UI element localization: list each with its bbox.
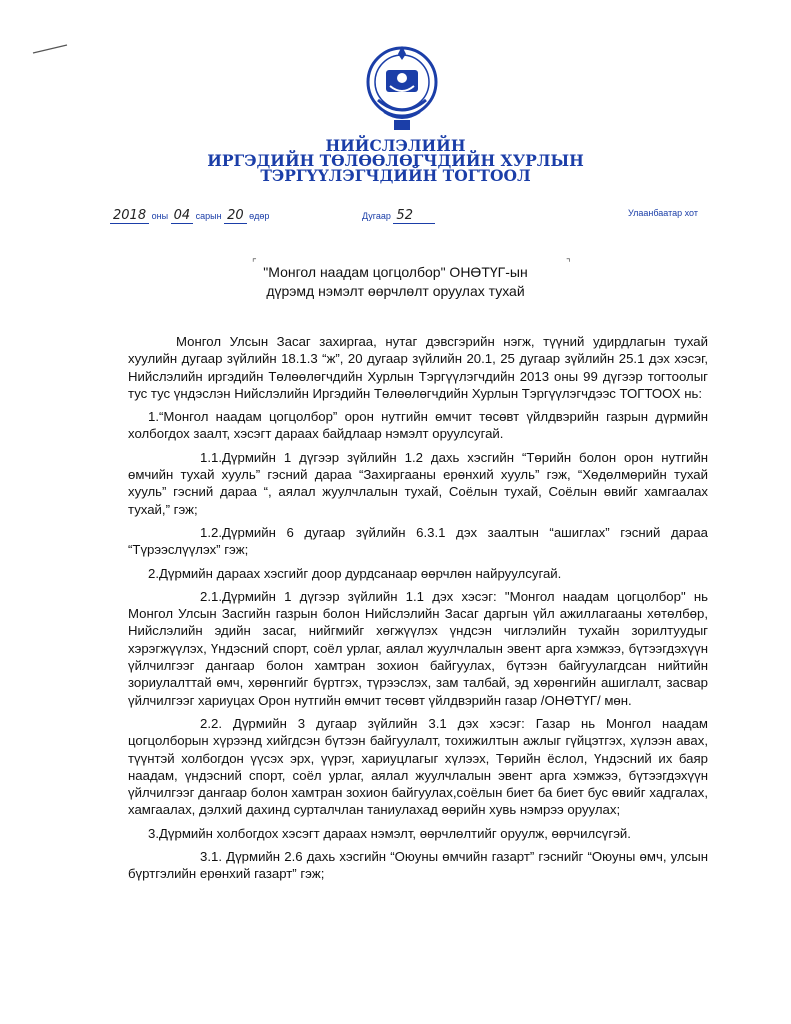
paragraph-1-1: 1.1.Дүрмийн 1 дүгээр зүйлийн 1.2 дахь хэсгийн “Төрийн болон орон нутгийн өмчийн тухай хууль” гэсний дараа “Захиргааны ерөнхий хууль” гэж, “Хөдөлмөрийн тухай хууль” гэсний дараа “, аялал жуулчлалын тухай, Соёлын тухай, Соёлын өвийг хамгаалах тухай,” гэж;: [128, 449, 708, 517]
paragraph-2-2: 2.2. Дүрмийн 3 дугаар зүйлийн 3.1 дэх хэсэг: Газар нь Монгол наадам цогцолборын хүрээнд хийгдсэн бүтээн байгуулалт, тохижилтын ажлыг гүйцэтгэх, хүлээн авах, түүнтэй холбогдон үүсэх эрх, үүрэг, хариуцлагыг хүлээх, Төрийн ёслол, Үндэсний их баяр наадам, үндэсний спорт, соёл урлаг, аялал жуулчлалын эвент арга хэмжээ, бүтээгдэхүүн үйлчилгээг дангаар болон хамтран зохион байгуулах,соёлын биет ба биет бус өвийг хадгалах, хамгаалах, дэлхий дахинд сурталчлан таниулахад өөрийн хувь нэмрээ оруулах;: [128, 715, 708, 818]
paragraph-2-1: 2.1.Дүрмийн 1 дүгээр зүйлийн 1.1 дэх хэсэг: "Монгол наадам цогцолбор" нь Монгол Улсын Засгийн газрын болон Нийслэлийн Засаг даргын үйл ажиллагааны хөтөлбөр, Нийслэлийн эдийн засаг, нийгмийг хөгжүүлэх үндсэн чиглэлийн тухайн зорилтуудыг хэрэгжүүлэх, Үндэсний спорт, соёл урлаг, аялал жуулчлалын эвент арга хэмжээ, бүтээгдэхүүн үйлчилгээг дангаар болон хамтран зохион байгуулах, бүтээн байгуулагдсан нийтийн зориулалттай өмч, хөрөнгийг бүртгэх, түрээслэх, зам талбай, эд хөрөнгийн ашиглалт, засвар үйлчилгээг хариуцах Орон нутгийн өмчит төсөвт үйлдвэрийн газар /ОНӨТҮГ/ мөн.: [128, 588, 708, 708]
year-value: 2018: [110, 208, 149, 224]
paragraph-3-1: 3.1. Дүрмийн 2.6 дахь хэсгийн “Оюуны өмчийн газарт” гэснийг “Оюуны өмч, улсын бүртгэлийн ерөнхий газарт” гэж;: [128, 849, 708, 882]
number-line: [362, 208, 435, 224]
paragraph-3: 3.Дүрмийн холбогдох хэсэгт дараах нэмэлт, өөрчлөлтийг оруулж, өөрчилсүгэй.: [148, 825, 631, 841]
header-line-2: ИРГЭДИЙН ТӨЛӨӨЛӨГЧДИЙН ХУРЛЫН: [207, 151, 584, 170]
day-value: 20: [224, 208, 247, 224]
state-emblem-icon: [364, 40, 440, 136]
city-label: Улаанбаатар хот: [628, 208, 698, 218]
paragraph-2: 2.Дүрмийн дараах хэсгийг доор дурдсанаар өөрчлөн найруулсугай.: [148, 565, 562, 581]
paragraph-1-2: 1.2.Дүрмийн 6 дугаар зүйлийн 6.3.1 дэх заалтын “ашиглах” гэсний дараа “Түрээслүүлэх” гэж;: [128, 524, 708, 558]
year-suffix: оны: [151, 211, 169, 221]
header-line-1: НИЙСЛЭЛИЙН: [325, 136, 466, 155]
document-title-line-2: дүрэмд нэмэлт өөрчлөлт оруулах тухай: [266, 283, 525, 299]
bracket-right: ⌝: [566, 258, 571, 269]
intro-paragraph: Монгол Улсын Засаг захиргаа, нутаг дэвсгэрийн нэгж, түүний удирдлагын тухай хуулийн дугаар зүйлийн 18.1.3 “ж”, 20 дугаар зүйлийн 20.1, 25 дугаар зүйлийн 25.1 дэх хэсэг, Нийслэлийн иргэдийн Төлөөлөгчдийн Хурлын Тэргүүлэгчдийн 2013 оны 99 дүгээр тогтоолыг тус тус үндэслэн Нийслэлийн Иргэдийн Төлөөлөгчдийн Хурлын Тэргүүлэгчдээс ТОГТООХ нь:: [128, 334, 708, 401]
date-line: [110, 208, 269, 224]
month-value: 04: [171, 208, 194, 224]
number-label: Дугаар: [362, 211, 391, 221]
day-suffix: өдөр: [249, 211, 270, 221]
document-title-line-1: "Монгол наадам цогцолбор" ОНӨТҮГ-ын: [263, 264, 528, 280]
pen-mark: [32, 44, 68, 54]
paragraph-1: 1.“Монгол наадам цогцолбор” орон нутгийн өмчит төсөвт үйлдвэрийн газрын дүрмийн холбогдох заалт, хэсэгт дараах байдлаар нэмэлт оруулсугай.: [128, 409, 708, 442]
bracket-left: ⌜: [252, 258, 257, 269]
month-suffix: сарын: [195, 211, 222, 221]
header-line-3: ТЭРГҮҮЛЭГЧДИЙН ТОГТООЛ: [260, 166, 531, 185]
document-body: [128, 333, 708, 889]
number-value: 52: [393, 208, 435, 224]
